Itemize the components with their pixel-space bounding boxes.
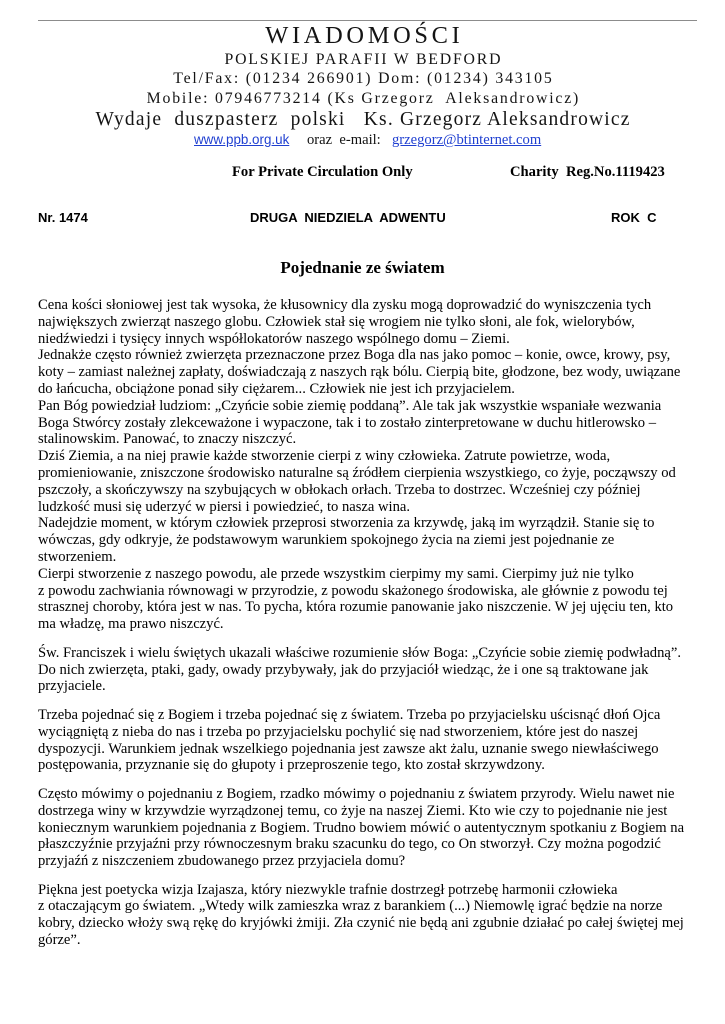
paragraph-line: strasznej choroby, która jest w nas. To pycha, która rozumie panowanie jako niszczenie. W jej ujęciu ten, kto [38, 599, 674, 616]
paragraph-line: Jednakże często również zwierzęta przeznaczone przez Boga dla nas jako pomoc – konie, owce, krowy, psy, [38, 347, 671, 364]
paragraph-line: Cierpi stworzenie z naszego powodu, ale przede wszystkim cierpimy my sami. Cierpimy już nie tylko [38, 565, 634, 582]
paragraph-line: wyciągniętą z nieba do nas i trzeba po przyjacielsku pochylić się nad stworzeniem, które jest do naszej [38, 723, 639, 740]
paragraph-line: ludzkość musi się uderzyć w piersi i powiedzieć, to nasza wina. [38, 498, 411, 515]
liturgical-year: ROK C [611, 210, 657, 225]
paragraph-line: pszczoły, a skończywszy na szybujących w obłokach orłach. Trzeba to dostrzec. Wcześniej czy później [38, 481, 641, 498]
issue-number: Nr. 1474 [38, 210, 88, 225]
article-paragraph [38, 707, 698, 774]
paragraph-line: Cena kości słoniowej jest tak wysoka, że kłusownicy dla zysku mogą doprowadzić do wyniszczenia tych [38, 297, 652, 313]
paragraph-line: Nadejdzie moment, w którym człowiek przeprosi stworzenia za krzywdę, jaką im wyrządził. Stanie się to [38, 515, 655, 532]
masthead-phone: Tel/Fax: (01234 266901) Dom: (01234) 343105 [173, 70, 554, 87]
paragraph-line: dyspozycji. Warunkiem jednak wszelkiego pojednania jest zawsze akt żalu, uznanie swego niewłaściwego [38, 740, 659, 757]
paragraph-line: największych zwierząt naszego globu. Człowiek stał się wrogiem nie tylko słoni, ale fok, wielorybów, [38, 313, 635, 330]
paragraph-line: stworzeniem. [38, 548, 117, 565]
article-paragraph [38, 786, 698, 870]
paragraph-line: wówczas, gdy odkryje, że podstawowym warunkiem spokojnego życia na ziemi jest pojednanie ze [38, 532, 615, 549]
paragraph-line: Dziś Ziemia, a na niej prawie każde stworzenie cierpi z winy człowieka. Zatrute powietrze, woda, [38, 448, 611, 465]
paragraph-line: ma władzę, ma prawo niszczyć. [38, 616, 224, 633]
article-paragraph [38, 297, 698, 633]
email-link[interactable]: grzegorz@btinternet.com [392, 132, 542, 148]
article-paragraph [38, 645, 698, 695]
paragraph-line: przyjaźń z niszczeniem zbudowanego przez przyjaciela domu? [38, 853, 406, 870]
article-body [38, 297, 698, 949]
paragraph-line: Piękna jest poetycka wizja Izajasza, który niezwykle trafnie dostrzegł potrzebę harmonii człowieka [38, 881, 618, 898]
top-rule [38, 20, 697, 21]
article-paragraph [38, 882, 698, 949]
paragraph-line: koty – zamiast należnej zapłaty, doświadczają z naszych rąk bólu. Cierpią bite, głodzone, bez wody, uwiązane [38, 364, 681, 381]
paragraph-line: Św. Franciszek i wielu świętych ukazali właściwe rozumienie słów Boga: „Czyńcie sobie ziemię podwładną”. [38, 644, 682, 661]
masthead-publisher: Wydaje duszpasterz polski Ks. Grzegorz Aleksandrowicz [95, 109, 631, 130]
contact-line [0, 130, 725, 150]
paragraph-line: postępowania, przyznanie się do głupoty i przeproszenie tego, kto został skrzywdzony. [38, 757, 545, 774]
paragraph-line: dostrzega winy w krzywdzie wyrządzonej temu, co żyje na naszej Ziemi. Kto wie czy to pojednanie nie jest [38, 802, 668, 819]
paragraph-line: niedźwiedzi i tysięcy innych współlokatorów naszego wspólnego domu – Ziemi. [38, 330, 510, 347]
contact-separator: oraz e-mail: [307, 132, 381, 148]
paragraph-line: Pan Bóg powiedział ludziom: „Czyńcie sobie ziemię poddaną”. Ale tak jak wszystkie wspaniałe wezwania [38, 397, 662, 414]
paragraph-line: przyjaciele. [38, 678, 106, 695]
charity-registration: Charity Reg.No.1119423 [510, 164, 665, 180]
masthead-subtitle: POLSKIEJ PARAFII W BEDFORD [224, 51, 503, 68]
paragraph-line: promieniowanie, zniszczone środowisko naturalne są źródłem cierpienia wszystkiego, co żyje, począwszy od [38, 464, 676, 481]
paragraph-line: górze”. [38, 932, 81, 949]
paragraph-line: płaszczyźnie przyjaźni przy równoczesnym braku szacunku do tego, co On stworzył. Czy można pogodzić [38, 836, 661, 853]
paragraph-line: do łańcucha, obciążone ponad siły ciężarem... Człowiek nie jest ich przyjacielem. [38, 380, 515, 397]
paragraph-line: Do nich zwierzęta, ptaki, gady, owady przybywały, jak do przyjaciół wiedząc, że i one są traktowane jak [38, 661, 649, 678]
masthead-title: WIADOMOŚCI [265, 22, 464, 49]
paragraph-line: z powodu zachwiania równowagi w przyrodzie, z powodu skażonego środowiska, ale głównie z powodu tej [38, 582, 668, 599]
paragraph-line: Często mówimy o pojednaniu z Bogiem, rzadko mówimy o pojednaniu z światem przyrody. Wielu nawet nie [38, 785, 675, 802]
paragraph-line: z otaczającym go światem. „Wtedy wilk zamieszka wraz z barankiem (...) Niemowlę igrać będzie na norze [38, 898, 663, 915]
article-title: Pojednanie ze światem [280, 258, 445, 277]
website-link[interactable]: www.ppb.org.uk [194, 132, 290, 147]
circulation-notice: For Private Circulation Only [232, 164, 413, 180]
paragraph-line: koniecznym warunkiem pojednania z Bogiem. Trudno bowiem mówić o autentycznym spotkaniu z Bogiem na [38, 819, 685, 836]
paragraph-line: Boga Stwórcy zostały zlekceważone i wypaczone, tak i to zostało zinterpretowane w duchu hitlerowsko – [38, 414, 657, 431]
masthead-mobile: Mobile: 07946773214 (Ks Grzegorz Aleksandrowicz) [146, 90, 581, 107]
paragraph-line: stalinowskim. Panować, to znaczy niszczyć. [38, 431, 297, 448]
paragraph-line: kobry, dziecko włoży swą rękę do kryjówki żmiji. Zła czynić nie będą ani zgubnie działać po całej świętej mej [38, 915, 684, 932]
liturgical-sunday: DRUGA NIEDZIELA ADWENTU [250, 210, 446, 225]
paragraph-line: Trzeba pojednać się z Bogiem i trzeba pojednać się z światem. Trzeba po przyjacielsku uścisnąć dłoń Ojca [38, 706, 661, 723]
